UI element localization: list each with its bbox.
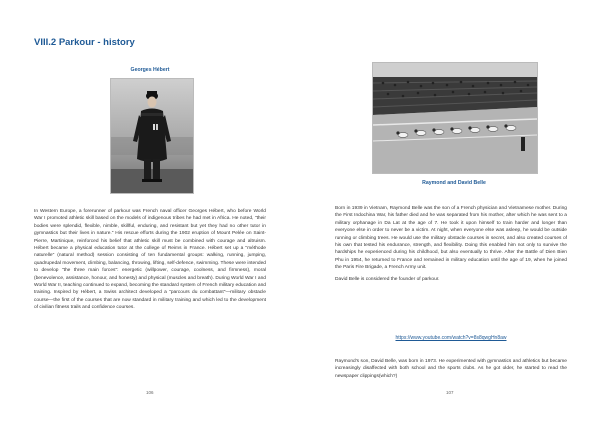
belle-photo-image <box>373 63 537 173</box>
page-number-left: 106 <box>146 390 154 395</box>
paragraph-raymond: Born in 1939 in Vietnam, Raymond Belle was the son of a French physician and Vietnamese mother. During the First Indochina War, his father died and he was separated from his mother, after which he was sent to a military orphanage in Da Lat at the age of 7. He took it upon himself to train harder and longer than everyone else in order to never be a victim. At night, when everyone else was asleep, he would be outside running or climbing trees. He would use the military obstacle courses in secret, and also created courses of his own that tested his endurance, strength, and flexibility. Doing this enabled him not only to survive the hardships he experienced during his childhood, but also eventually to thrive. After the Battle of Dien Bien Phu in 1954, he returned to France and remained in military education until the age of 19, when he joined the Paris Fire Brigade, a French Army unit. <box>335 206 567 271</box>
right-page <box>300 0 600 424</box>
paragraph-founder: David Belle is considered the founder of parkour. <box>335 276 440 282</box>
section-title: VIII.2 Parkour - history <box>34 37 135 48</box>
belle-photo <box>372 62 538 174</box>
hebert-photo <box>110 78 194 194</box>
paragraph-david: Raymond's son, David Belle, was born in 1973. He experimented with gymnastics and athletics but became increasingly disaffected with both school and the sports clubs. As he got older, he started to read the newspaper clippings(which?) <box>335 359 567 379</box>
hebert-photo-image <box>111 79 193 193</box>
left-body-text: In Western Europe, a forerunner of parkour was French naval officer Georges Hébert, who before World War I promoted athletic skill based on the models of indigenous tribes he had met in Africa. He noted, "their bodies were splendid, flexible, nimble, skillful, enduring, and resistant but yet they had no other tutor in gymnastics but their lives in nature." His rescue efforts during the 1902 eruption of Mount Pelée on Saint-Pierre, Martinique, reinforced his belief that athletic skill must be combined with courage and altruism. Hébert became a physical education tutor at the college of Reims in France. Hébert set up a "méthode naturelle" (natural method) session consisting of ten fundamental groups: walking, running, jumping, quadrupedal movement, climbing, balancing, throwing, lifting, self-defence, swimming. These were intended to develop "the three main forces": energetic (willpower, courage, coolness, and firmness), moral (benevolence, assistance, honour, and honesty) and physical (muscles and breath). During World War I and World War II, teaching continued to expand, becoming the standard system of French military education and training. Inspired by Hébert, a Swiss architect developed a "parcours du combattant"—military obstacle course—the first of the courses that are now standard in military training and which led to the development of civilian fitness trails and confidence courses. <box>34 209 266 311</box>
photo-caption-belle: Raymond and David Belle <box>422 180 486 186</box>
youtube-link[interactable]: https://www.youtube.com/watch?v=8s8qwgHn8aw <box>395 335 507 341</box>
page-number-right: 107 <box>446 390 454 395</box>
photo-caption-hebert: Georges Hébert <box>130 67 170 73</box>
right-body-text <box>335 205 567 287</box>
